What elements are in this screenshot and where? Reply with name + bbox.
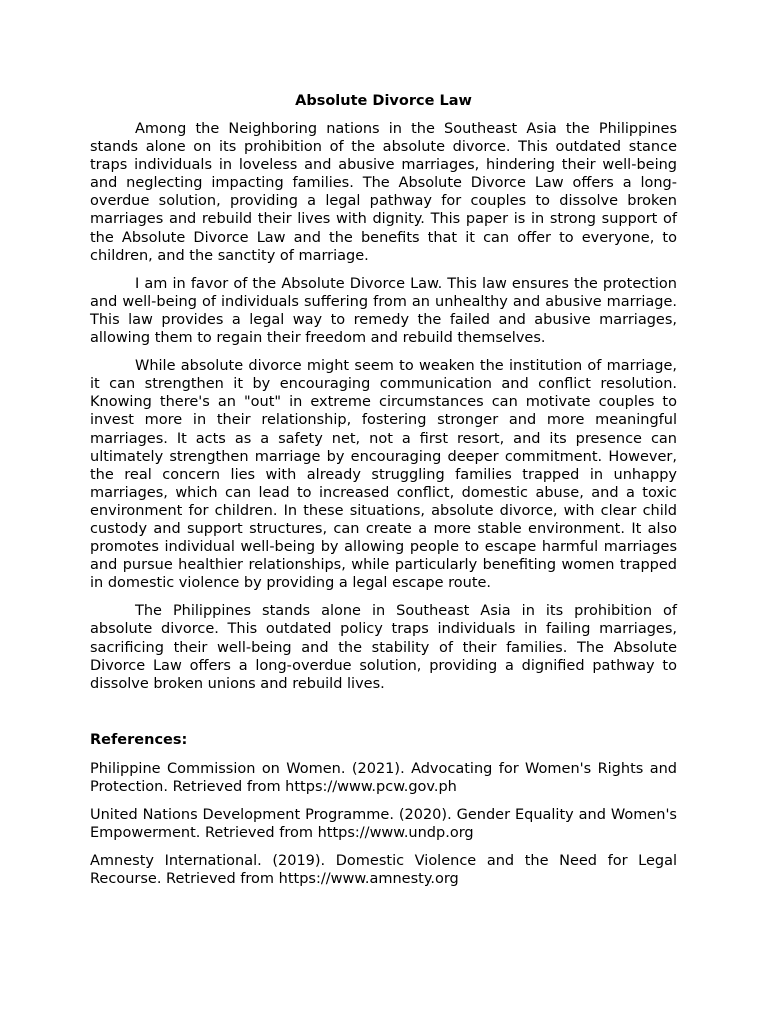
body-paragraph-position: I am in favor of the Absolute Divorce Law. This law ensures the protection and well-being of individuals suffering from an unhealthy and abusive marriage. This law provides a legal way to remedy the failed and abusive marriages, allowing them to regain their freedom and rebuild themselves. — [90, 275, 677, 347]
body-paragraph-argument: While absolute divorce might seem to weaken the institution of marriage, it can strengthen it by encouraging communication and conflict resolution. Knowing there's an "out" in extreme circumstances can motivate couples to invest more in their relationship, fostering stronger and more meaningful marriages. It acts as a safety net, not a first resort, and its presence can ultimately strengthen marriage by encouraging deeper commitment. However, the real concern lies with already struggling families trapped in unhappy marriages, which can lead to increased conflict, domestic abuse, and a toxic environment for children. In these situations, absolute divorce, with clear child custody and support structures, can create a more stable environment. It also promotes individual well-being by allowing people to escape harmful marriages and pursue healthier relationships, while particularly benefiting women trapped in domestic violence by providing a legal escape route. — [90, 358, 677, 592]
reference-item: Amnesty International. (2019). Domestic Violence and the Need for Legal Recourse. Retrieved from https://www.amnesty.org — [90, 853, 677, 888]
document-page — [90, 91, 677, 898]
document-title: Absolute Divorce Law — [295, 93, 472, 109]
reference-item: Philippine Commission on Women. (2021). Advocating for Women's Rights and Protection. Retrieved from https://www.pcw.gov.ph — [90, 760, 677, 795]
body-paragraph-conclusion: The Philippines stands alone in Southeast Asia in its prohibition of absolute divorce. This outdated policy traps individuals in failing marriages, sacrificing their well-being and the stability of their families. The Absolute Divorce Law offers a long-overdue solution, providing a dignified pathway to dissolve broken unions and rebuild lives. — [90, 603, 677, 692]
body-paragraph-intro: Among the Neighboring nations in the Southeast Asia the Philippines stands alone on its prohibition of the absolute divorce. This outdated stance traps individuals in loveless and abusive marriages, hindering their well-being and neglecting impacting families. The Absolute Divorce Law offers a long-overdue solution, providing a legal pathway for couples to dissolve broken marriages and rebuild their lives with dignity. This paper is in strong support of the Absolute Divorce Law and the benefits that it can offer to everyone, to children, and the sanctity of marriage. — [90, 121, 677, 264]
references-heading: References: — [90, 731, 188, 748]
reference-item: United Nations Development Programme. (2020). Gender Equality and Women's Empowerment. Retrieved from https://www.undp.org — [90, 807, 677, 842]
